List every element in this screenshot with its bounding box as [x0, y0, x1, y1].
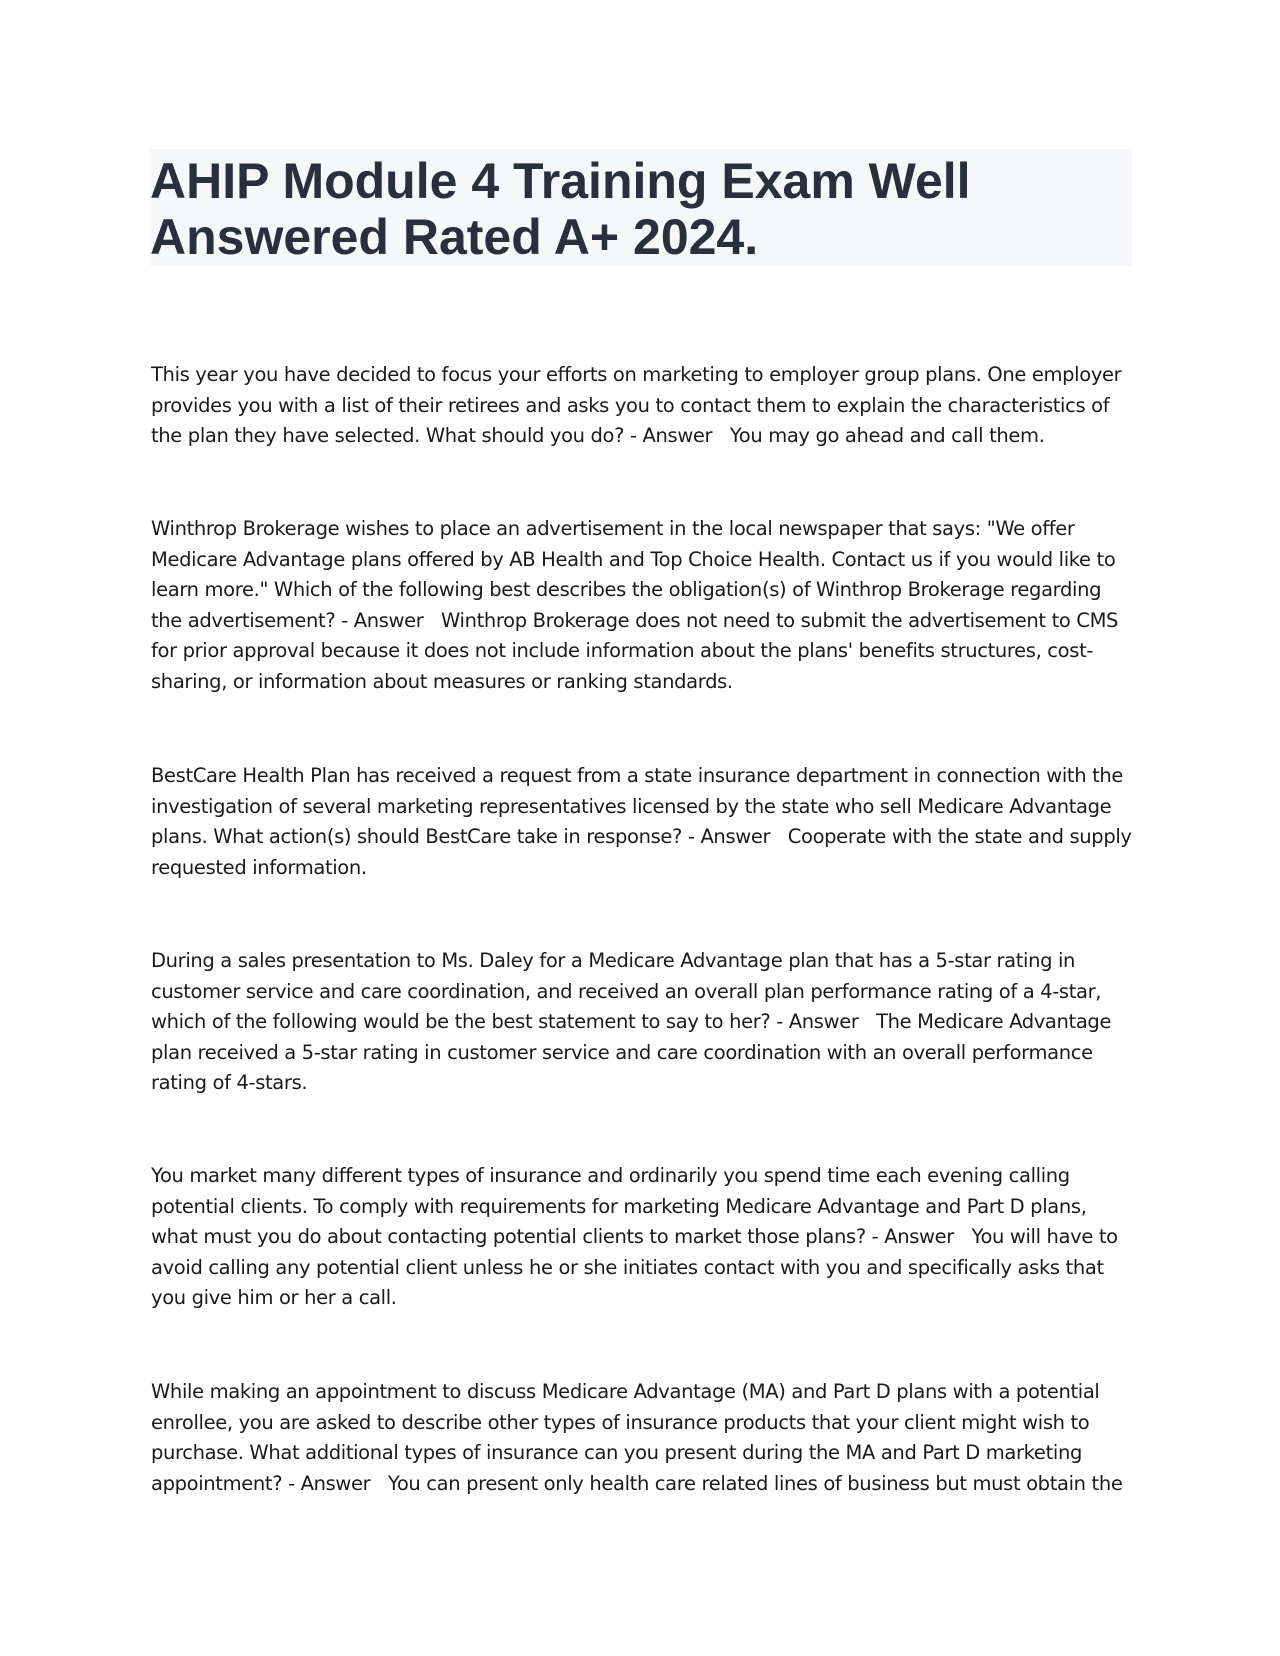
question-text: BestCare Health Plan has received a request from a state insurance department in connection with the investigation of several marketing representatives licensed by the state who sell Medicare Advantage plans. What action(s) should BestCare take in response? — [151, 764, 1124, 848]
answer-text: The Medicare Advantage plan received a 5-star rating in customer service and care coordination with an overall performance rating of 4-stars. — [151, 1010, 1112, 1094]
answer-separator: - Answer — [282, 1471, 388, 1495]
question-text: Winthrop Brokerage wishes to place an advertisement in the local newspaper that says: "We offer Medicare Advantage plans offered by AB Health and Top Choice Health. Contact us if you would like to learn more." Which of the following best describes the obligation(s) of Winthrop Brokerage regarding the advertisement? — [151, 517, 1116, 632]
title-banner — [150, 149, 1132, 266]
answer-text: You can present only health care related lines of business but must obtain the — [387, 1471, 1123, 1495]
qa-item — [151, 1161, 1136, 1314]
answer-separator: - Answer — [335, 608, 442, 632]
answer-separator: - Answer — [682, 825, 788, 848]
question-text: While making an appointment to discuss Medicare Advantage (MA) and Part D plans with a potential enrollee, you are asked to describe other types of insurance products that your client might wish to purchase. What additional types of insurance can you present during the MA and Part D marketing appointment? — [151, 1380, 1100, 1495]
question-text: During a sales presentation to Ms. Daley for a Medicare Advantage plan that has a 5-star rating in customer service and care coordination, and received an overall plan performance rating of a 4-star, which of the following would be the best statement to say to her? — [151, 949, 1102, 1033]
document-title: AHIP Module 4 Training Exam Well Answered Rated A+ 2024. — [150, 153, 971, 265]
answer-separator: - Answer — [865, 1225, 972, 1248]
qa-item — [151, 514, 1136, 697]
qa-item — [151, 360, 1136, 452]
qa-item — [151, 1377, 1136, 1499]
answer-text: You will have to avoid calling any potential client unless he or she initiates contact with you and specifically asks that you give him or her a call. — [151, 1225, 1118, 1309]
qa-item — [151, 761, 1136, 883]
answer-separator: - Answer — [624, 424, 730, 447]
question-text: This year you have decided to focus your efforts on marketing to employer group plans. One employer provides you with a list of their retirees and asks you to contact them to explain the characteristics of the plan they have selected. What should you do? — [151, 363, 1122, 447]
qa-item — [151, 946, 1136, 1099]
answer-text: Cooperate with the state and supply requested information. — [151, 825, 1132, 879]
question-text: You market many different types of insurance and ordinarily you spend time each evening calling potential clients. To comply with requirements for marketing Medicare Advantage and Part D plans, what must you do about contacting potential clients to market those plans? — [151, 1164, 1087, 1248]
answer-text: You may go ahead and call them. — [729, 424, 1045, 447]
answer-text: Winthrop Brokerage does not need to submit the advertisement to CMS for prior approval because it does not include information about the plans' benefits structures, cost-sharing, or information about measures or ranking standards. — [151, 608, 1119, 693]
answer-separator: - Answer — [770, 1010, 877, 1033]
